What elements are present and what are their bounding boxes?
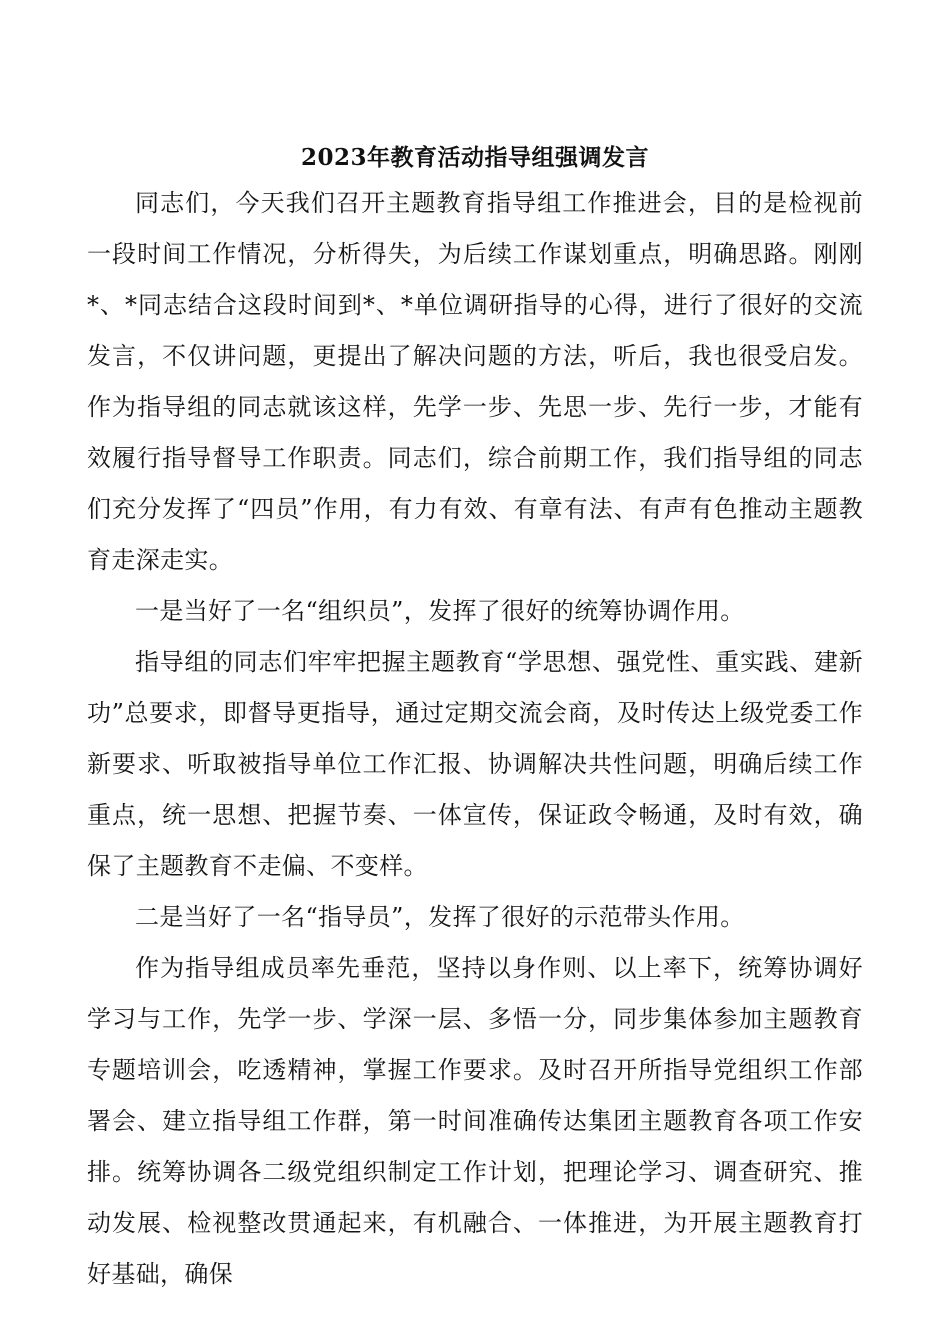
paragraph-organizer-detail: 指导组的同志们牢牢把握主题教育“学思想、强党性、重实践、建新功”总要求，即督导更指导，通过定期交流会商，及时传达上级党委工作新要求、听取被指导单位工作汇报、协调解决共性问题，明确后续工作重点，统一思想、把握节奏、一体宣传，保证政令畅通，及时有效，确保了主题教育不走偏、不变样。 bbox=[87, 648, 863, 880]
document-body bbox=[87, 178, 863, 1300]
paragraph-instructor-detail: 作为指导组成员率先垂范，坚持以身作则、以上率下，统筹协调好学习与工作，先学一步、学深一层、多悟一分，同步集体参加主题教育专题培训会，吃透精神，掌握工作要求。及时召开所指导党组织工作部署会、建立指导组工作群，第一时间准确传达集团主题教育各项工作安排。统筹协调各二级党组织制定工作计划，把理论学习、调查研究、推动发展、检视整改贯通起来，有机融合、一体推进，为开展主题教育打好基础，确保 bbox=[87, 954, 863, 1288]
paragraph-intro: 同志们，今天我们召开主题教育指导组工作推进会，目的是检视前一段时间工作情况，分析得失，为后续工作谋划重点，明确思路。刚刚*、*同志结合这段时间到*、*单位调研指导的心得，进行了很好的交流发言，不仅讲问题，更提出了解决问题的方法，听后，我也很受启发。作为指导组的同志就该这样，先学一步、先思一步、先行一步，才能有效履行指导督导工作职责。同志们，综合前期工作，我们指导组的同志们充分发挥了“四员”作用，有力有效、有章有法、有声有色推动主题教育走深走实。 bbox=[87, 189, 863, 574]
paragraph-heading-organizer: 一是当好了一名“组织员”，发挥了很好的统筹协调作用。 bbox=[135, 597, 745, 625]
paragraph-heading-instructor: 二是当好了一名“指导员”，发挥了很好的示范带头作用。 bbox=[135, 903, 745, 931]
document-title: 2023年教育活动指导组强调发言 bbox=[300, 144, 649, 171]
